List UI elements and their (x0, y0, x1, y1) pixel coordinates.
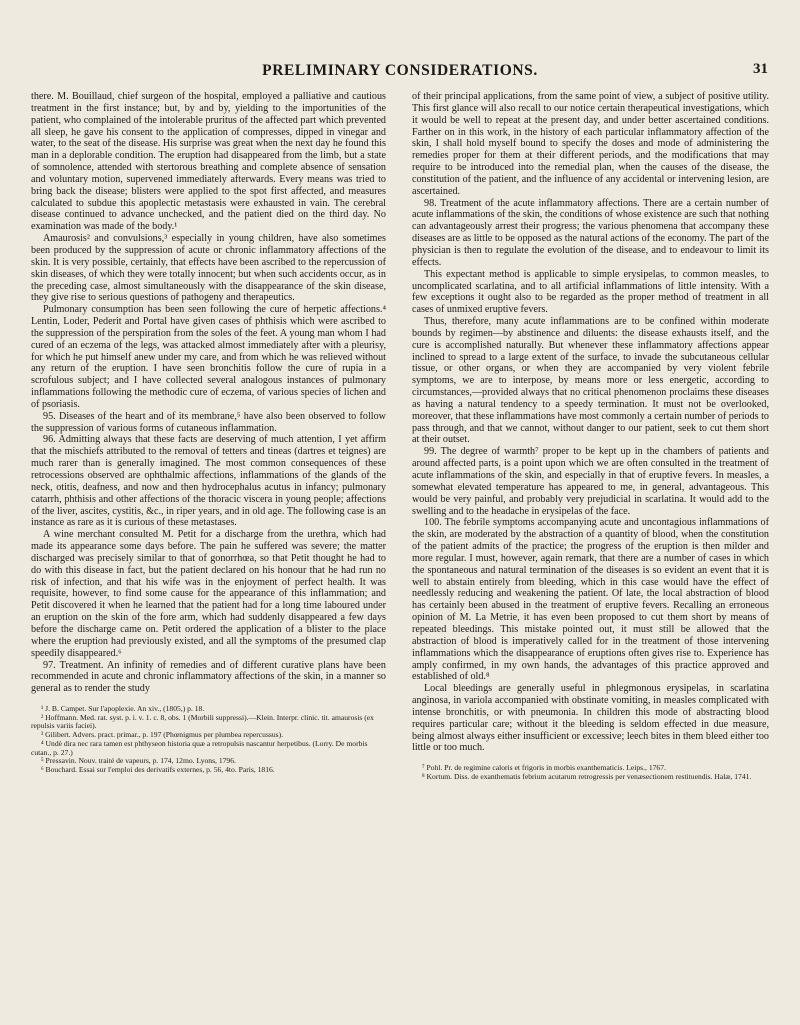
paragraph: 95. Diseases of the heart and of its membrane,⁵ have also been observed to follow the suppression of various forms of cutaneous inflammation. (31, 410, 386, 434)
paragraph: of their principal applications, from the same point of view, a subject of positive utility. This first glance will also recall to our notice certain therapeutical investigations, which it would be well to repeat at the present day, and under better ascertained conditions. Farther on in this work, in the history of each particular inflammatory affection of the skin, I shall hold myself bound to specify the doses and mode of administering the remedies proper for them at their different periods, and the modifications that may require to be introduced into the remedial plan, when the causes of the disease, the constitution of the patient, and the influence of any accidental or intervening lesion, are ascertained. (412, 91, 769, 197)
paragraph: 98. Treatment of the acute inflammatory affections. There are a certain number of acute inflammations of the skin, the conditions of whose existence are such that nothing can advantageously arrest their progress; the various phenomena that accompany these diseases are as little to be opposed as the natural actions of the economy. The part of the physician is then to regulate the evolution of the disease, and to endeavour to limit its effects. (412, 197, 769, 268)
running-header (30, 62, 770, 82)
running-title: PRELIMINARY CONSIDERATIONS. (262, 62, 538, 79)
paragraph: 100. The febrile symptoms accompanying acute and uncontagious inflammations of the skin, are moderated by the abstraction of a quantity of blood, when the constitution of the patient admits of the practice; the progress of the eruption is then milder and more regular. I must, however, again remark, that there are a number of cases in which the spontaneous and natural termination of the diseases is so evident an event that it is well to abstain entirely from bleeding, which in this case would have the effect of needlessly reducing and weakening the patient. Of late, the local abstraction of blood has certainly been abused in the treatment of eruptive fevers. Recalling an erroneous opinion of M. La Metrie, it has even been proposed to cut them short by means of repeated bleedings. This mistake pointed out, it must still be allowed that the abstraction of blood is imperatively called for in the treatment of those intervening inflammations which the disappearance of eruptions often gives rise to. Experience has amply confirmed, in my own hands, the advantages of this practice approved and established of old.⁸ (412, 517, 769, 683)
paragraph: 96. Admitting always that these facts are deserving of much attention, I yet affirm that the mischiefs attributed to the removal of tetters and tineas (dartres et teignes) are much rarer than is generally imagined. The most common consequences of these retrocessions observed are ophthalmic affections, inflammations of the glands of the neck, otitis, deafness, and now and then hydrocephalus acutus in infancy; pulmonary catarrh, phthisis and other affections of the thoracic viscera in young people; affections of the liver, ascites, cystitis, &c., in riper years, and in old age. The following case is an instance as rare as it is curious of these metastases. (31, 434, 386, 529)
paragraph: Pulmonary consumption has been seen following the cure of herpetic affections.⁴ Lentin, Loder, Pederit and Portal have given cases of phthisis which were ascribed to the suppression of the perspiration from the soles of the feet. A young man whom I had cured of an eczema of the legs, was attacked almost immediately after with a pleurisy, for which he put himself anew under my care, and from which he was relieved without any return of the eruption. I have seen bronchitis follow the cure of rupia in a scrofulous subject; and I have collected several analogous instances of pulmonary inflammations following the methodic cure of eczema, of various species of lichen and of psoriasis. (31, 304, 386, 410)
paragraph: Amaurosis² and convulsions,³ especially in young children, have also sometimes been produced by the suppression of acute or chronic inflammatory affections of the skin. It is very possible, certainly, that effects have been ascribed to the repercussion of skin diseases, of which they were totally innocent; but when such accidents occur, as in the preceding case, almost simultaneously with the disappearance of the skin disease, they give rise to serious questions of pathogeny and therapeutics. (31, 233, 386, 304)
footnote: ³ Gilibert. Advers. pract. primar., p. 197 (Phœnigmus per plumbea repercussus). (41, 730, 284, 740)
paragraph: A wine merchant consulted M. Petit for a discharge from the urethra, which had made its appearance some days before. The pain he suffered was severe; the matter discharged was precisely similar to that of gonorrhœa, so that Petit thought he had to do with this disease in fact, but the patient declared on his honour that he had run no risk of infection, and that his wife was in the enjoyment of perfect health. It was requisite, however, to find some cause for the appearance of this inflammation; and Petit discovered it when he learned that the patient had for a long time laboured under an eruption on the skin of the fore arm, which had suddenly disappeared a few days before the discharge came on. Petit ordered the application of a blister to the place where the eruption had previously existed, and all the symptoms of the presumed clap speedily disappeared.⁶ (31, 529, 386, 659)
paragraph: This expectant method is applicable to simple erysipelas, to common measles, to uncomplicated scarlatina, and to all artificial inflammations of little intensity. With a few exceptions it ought also to be regarded as the proper method of treatment in all cases of unmixed eruptive fevers. (412, 268, 769, 316)
paragraph: 99. The degree of warmth⁷ proper to be kept up in the chambers of patients and around affected parts, is a point upon which we are often consulted in the treatment of acute inflammations of the skin, and especially in that of eruptive fevers. In measles, a somewhat elevated temperature has appeared to me, in general, advantageous. This would be very painful, and probably very prejudicial in scarlatina. It would add to the swelling and to the headache in erysipelas of the face. (412, 446, 769, 517)
footnote: ⁶ Bouchard. Essai sur l'emploi des derivatifs externes, p. 56, 4to. Paris, 1816. (41, 764, 275, 774)
left-footnotes (31, 705, 386, 775)
paragraph: Thus, therefore, many acute inflammations are to be confined within moderate bounds by regimen—by abstinence and diluents: the disease exhausts itself, and the cure is accomplished naturally. But whenever these inflammatory affections appear inclined to spread to a large extent of the surface, to invade the subcutaneous cellular tissue, or other organs, or when they are accompanied by very violent febrile symptoms, we are to interpose, by means more or less energetic, according to circumstances,—provided always that no critical phenomenon proclaims these diseases as having a natural tendency to a speedy termination. It must not be overlooked, moreover, that these inflammations have most commonly a certain number of periods to pass through, and that we cannot, without danger to our patient, seek to cut them short at their outset. (412, 316, 769, 446)
footnote: ⁷ Pohl. Pr. de regimine caloris et frigoris in morbis exanthematicis. Leips., 1767. (422, 763, 666, 773)
page-number: 31 (753, 61, 768, 77)
footnote: ⁸ Kortum. Diss. de exanthematis febrium acutarum retrogressis per venæsectionem restituendis. Halæ, 1741. (422, 771, 752, 781)
footnote: ⁵ Pressavin. Nouv. traité de vapeurs, p. 174, 12mo. Lyons, 1796. (41, 756, 236, 766)
right-column (412, 91, 769, 782)
right-footnotes (412, 764, 769, 781)
footnote: ² Hoffmann. Med. rat. syst. p. i. v. 1. c. 8, obs. 1 (Morbili suppressi).—Klein. Interpr. clinic. tit. amaurosis (ex repulsis variis faciei). (31, 712, 374, 731)
paragraph: 97. Treatment. An infinity of remedies and of different curative plans have been recommended in acute and chronic inflammatory affections of the skin, in a manner so general as to render the study (31, 659, 386, 695)
paragraph: there. M. Bouillaud, chief surgeon of the hospital, employed a palliative and cautious treatment in the first instance; but, by and by, yielding to the importunities of the patient, who complained of the intolerable pruritus of the affected part which prevented all sleep, he gave his consent to the application of compresses, dipped in vinegar and water, to the seat of the disease. His surprise was great when the next day he found this man in a deplorable condition. The eruption had disappeared from the limb, but a state of somnolence, attended with stertorous breathing and complete absence of sensation and voluntary motion, supervened immediately afterwards. Every means was tried to bring back the disease; blisters were applied to the spot first affected, and measures calculated to subdue this apoplectic metastasis were exhausted in vain. The cerebral disease continued to advance unchecked, and the patient died on the third day. No examination was made of the body.¹ (31, 91, 386, 233)
footnote: ⁴ Undè dira nec rara tamen est phthyseon historia quæ a retropulsis nascantur herpetibus. (Lorry. De morbis cutan., p. 27.) (31, 738, 368, 757)
paragraph: Local bleedings are generally useful in phlegmonous erysipelas, in scarlatina anginosa, in variola accompanied with obstinate vomiting, in measles complicated with intense bronchitis, or with pneumonia. In children this mode of abstracting blood requires particular care; without it the bleeding is seldom effected in due measure, being almost always either insufficient or excessive; leech bites in them bleed either too little or too much. (412, 683, 769, 754)
left-column (31, 91, 386, 775)
footnote: ¹ J. B. Campet. Sur l'apoplexie. An xiv., (1805,) p. 18. (41, 704, 205, 714)
